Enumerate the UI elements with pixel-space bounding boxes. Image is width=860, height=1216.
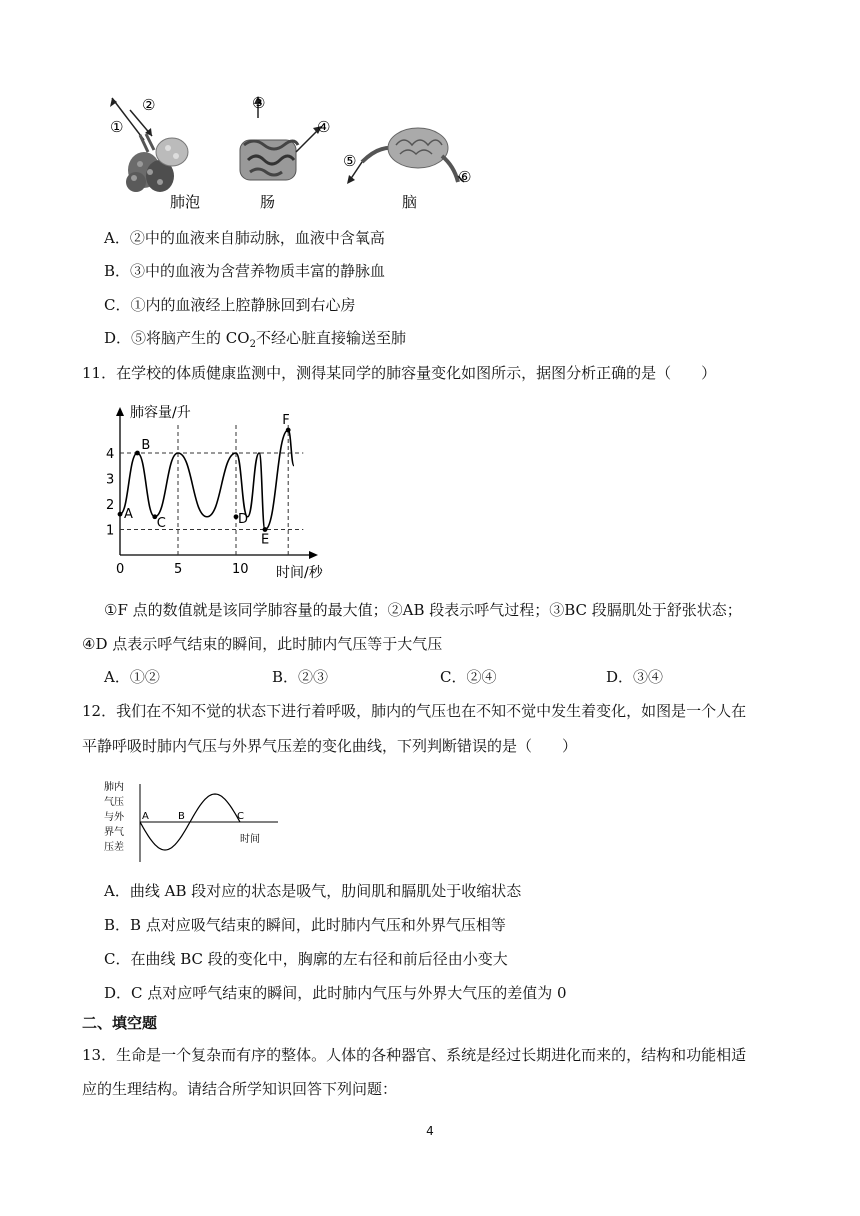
q10-option-c: C．①内的血液经上腔静脉回到右心房 <box>104 296 356 314</box>
svg-text:气压: 气压 <box>104 797 124 808</box>
q11-choice-c: C．②④ <box>440 668 497 686</box>
lung-chart-ylabel: 肺容量/升 <box>130 405 191 421</box>
q10-option-d: D．⑤将脑产生的 $CO_2$不经心脏直接输送至肺 <box>104 329 406 350</box>
lung-point-label-D: D <box>238 511 249 527</box>
lung-xtick-5: 5 <box>174 562 183 577</box>
q12-option-d: D．C 点对应呼气结束的瞬间，此时肺内气压与外界大气压的差值为 0 <box>104 984 567 1002</box>
q11-choice-d: D．③④ <box>606 668 664 686</box>
lung-point-label-F: F <box>282 413 290 429</box>
lung-chart-xlabel: 时间/秒 <box>276 565 323 581</box>
organ-figure <box>100 90 480 215</box>
q13-line-1: 13．生命是一个复杂而有序的整体。人体的各种器官、系统是经过长期进化而来的，结构和功能相适 <box>82 1046 747 1064</box>
svg-text:压差: 压差 <box>104 842 124 853</box>
q13-line-2: 应的生理结构。请结合所学知识回答下列问题： <box>82 1080 398 1098</box>
lung-y-arrow <box>116 407 124 416</box>
pressure-point-label-A: A <box>142 811 149 822</box>
lung-x-arrow <box>309 551 318 559</box>
marker-5: ⑤ <box>343 152 357 170</box>
q11-statement-2: ④D 点表示呼气结束的瞬间，此时肺内气压等于大气压 <box>82 635 443 653</box>
lung-xtick-0: 0 <box>116 562 125 577</box>
section-fill-in-title: 二、填空题 <box>82 1014 158 1032</box>
marker-1: ① <box>110 118 124 136</box>
pressure-ylabel <box>104 780 125 853</box>
marker-2: ② <box>142 96 156 114</box>
q12-option-a: A．曲线 AB 段对应的状态是吸气，肋间肌和膈肌处于收缩状态 <box>104 882 522 900</box>
lung-point-label-E: E <box>261 532 270 548</box>
brain-illustration <box>347 128 464 184</box>
q10-option-a: A．②中的血液来自肺动脉，血液中含氧高 <box>104 229 385 247</box>
lung-point-A <box>118 512 123 517</box>
q10-option-b: B．③中的血液为含营养物质丰富的静脉血 <box>104 262 386 280</box>
pressure-point-label-C: C <box>237 811 244 822</box>
lung-point-F <box>286 428 291 433</box>
marker-6: ⑥ <box>458 168 472 186</box>
q12-stem-1: 12．我们在不知不觉的状态下进行着呼吸，肺内的气压也在不知不觉中发生着变化，如图是一个人在 <box>82 702 747 720</box>
q12-option-b: B．B 点对应吸气结束的瞬间，此时肺内气压和外界气压相等 <box>104 916 506 934</box>
q11-choice-a: A．①② <box>104 668 160 686</box>
pressure-diff-chart <box>100 776 290 868</box>
lung-ytick-4: 4 <box>106 447 115 462</box>
q11-stem: 11．在学校的体质健康监测中，测得某同学的肺容量变化如图所示，据图分析正确的是（ ） <box>82 364 717 382</box>
svg-text:肺内: 肺内 <box>104 782 124 793</box>
marker-3: ③ <box>252 94 266 112</box>
label-intestine: 肠 <box>260 193 276 211</box>
q12-option-c: C．在曲线 BC 段的变化中，胸廓的左右径和前后径由小变大 <box>104 950 508 968</box>
svg-text:与外: 与外 <box>104 812 124 823</box>
q11-statement-1: ①F 点的数值就是该同学肺容量的最大值；②AB 段表示呼气过程；③BC 段膈肌处于舒张状态； <box>104 601 742 619</box>
label-brain: 脑 <box>402 193 418 211</box>
lung-ytick-3: 3 <box>106 472 115 488</box>
lung-point-B <box>135 451 140 456</box>
pressure-point-label-B: B <box>178 811 185 822</box>
svg-text:界气: 界气 <box>104 827 124 838</box>
label-alveoli: 肺泡 <box>170 193 201 211</box>
page-number: 4 <box>426 1124 434 1138</box>
lung-point-label-C: C <box>156 515 166 531</box>
lung-point-E <box>263 527 268 532</box>
q11-choice-b: B．②③ <box>272 668 329 686</box>
lung-ytick-2: 2 <box>106 498 115 513</box>
lung-volume-chart <box>100 395 360 585</box>
lung-point-label-A: A <box>124 507 133 523</box>
lung-point-label-B: B <box>141 438 151 453</box>
pressure-xlabel: 时间 <box>240 834 260 845</box>
q12-stem-2: 平静呼吸时肺内气压与外界气压差的变化曲线，下列判断错误的是（ ） <box>82 737 578 755</box>
lung-xtick-10: 10 <box>232 562 249 577</box>
lung-ytick-1: 1 <box>106 523 115 539</box>
marker-4: ④ <box>317 118 331 136</box>
